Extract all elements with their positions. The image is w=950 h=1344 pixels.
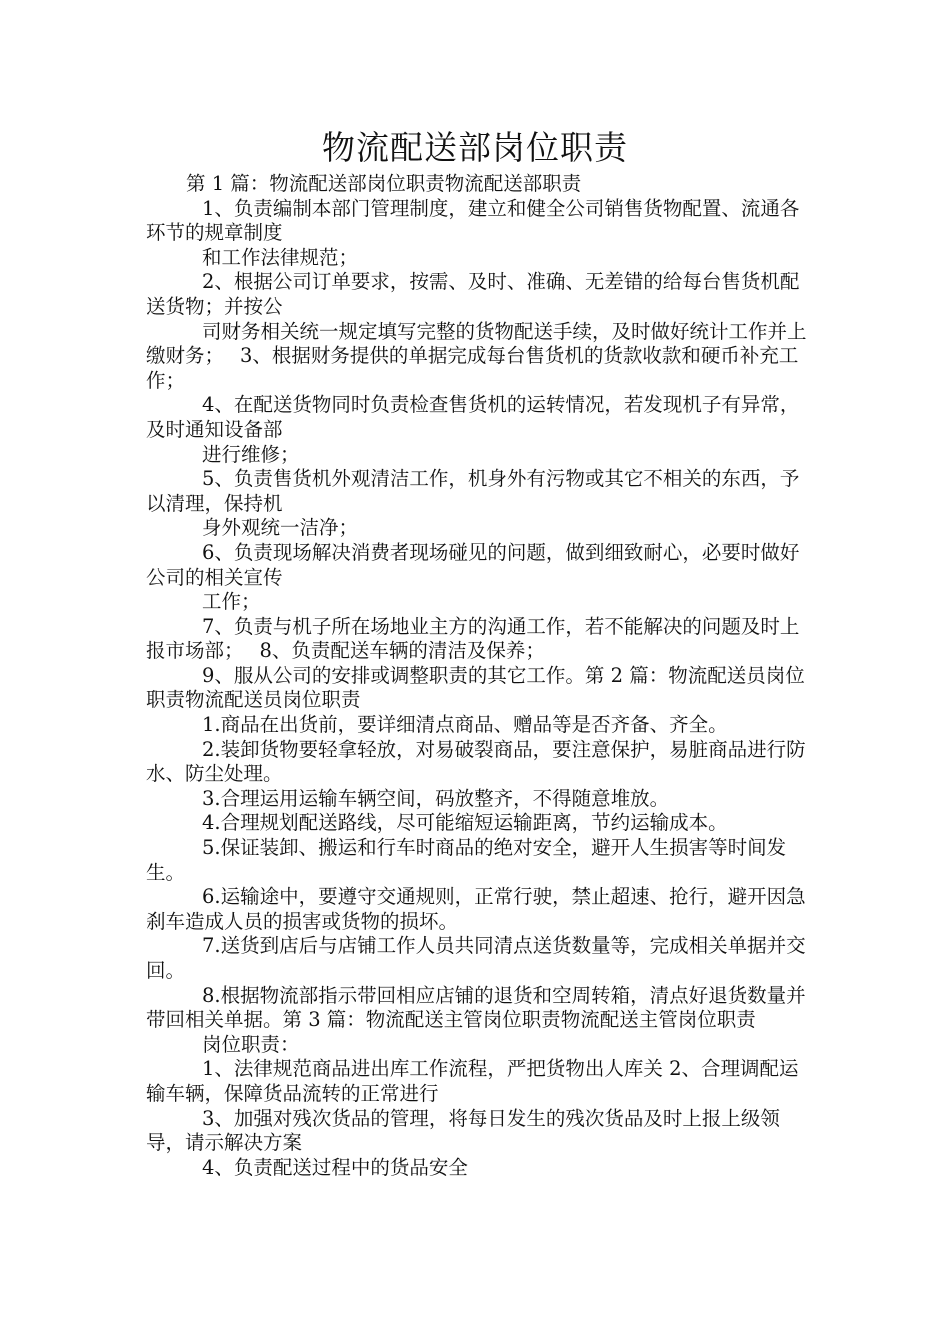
document-paragraph: 身外观统一洁净； [202,516,359,540]
document-paragraph: 7、负责与机子所在场地业主方的沟通工作，若不能解决的问题及时上报市场部； 8、负责配送车辆的清洁及保养； [146,614,800,663]
document-paragraph: 5、负责售货机外观清洁工作，机身外有污物或其它不相关的东西，予以清理，保持机 [146,467,800,515]
document-body [146,172,814,1180]
document-paragraph: 4、负责配送过程中的货品安全 [202,1155,468,1179]
document-paragraph: 5.保证装卸、搬运和行车时商品的绝对安全，避开人生损害等时间发生。 [146,836,787,884]
document-paragraph: 4.合理规划配送路线，尽可能缩短运输距离，节约运输成本。 [202,811,728,835]
document-paragraph: 进行维修； [202,442,300,466]
document-paragraph: 4、在配送货物同时负责检查售货机的运转情况，若发现机子有异常，及时通知设备部 [146,393,800,441]
document-paragraph: 6.运输途中，要遵守交通规则，正常行驶，禁止超速、抢行，避开因急刹车造成人员的损害或货物的损坏。 [146,885,806,933]
document-paragraph: 工作； [202,590,261,614]
document-paragraph: 2、根据公司订单要求，按需、及时、准确、无差错的给每台售货机配送货物；并按公 [146,270,800,318]
document-paragraph: 9、服从公司的安排或调整职责的其它工作。第 2 篇：物流配送员岗位职责物流配送员岗位职责 [146,663,805,712]
document-title: 物流配送部岗位职责 [322,128,628,167]
document-paragraph: 司财务相关统一规定填写完整的货物配送手续，及时做好统计工作并上缴财务； 3、根据财务提供的单据完成每台售货机的货款收款和硬币补充工作； [146,319,807,392]
document-paragraph: 6、负责现场解决消费者现场碰见的问题，做到细致耐心，必要时做好公司的相关宣传 [146,540,800,589]
document-paragraph: 3.合理运用运输车辆空间，码放整齐，不得随意堆放。 [202,786,670,810]
document-paragraph: 2.装卸货物要轻拿轻放，对易破裂商品，要注意保护，易脏商品进行防水、防尘处理。 [146,737,806,786]
document-paragraph: 和工作法律规范； [202,245,359,269]
document-paragraph: 8.根据物流部指示带回相应店铺的退货和空周转箱，清点好退货数量并带回相关单据。第 3 篇：物流配送主管岗位职责物流配送主管岗位职责 [146,983,806,1032]
document-paragraph: 1、法律规范商品进出库工作流程，严把货物出人库关 2、合理调配运输车辆，保障货品流转的正常进行 [146,1057,799,1105]
document-paragraph: 1.商品在出货前，要详细清点商品、赠品等是否齐备、齐全。 [202,713,728,737]
document-paragraph: 7.送货到店后与店铺工作人员共同清点送货数量等，完成相关单据并交回。 [146,934,806,982]
document-paragraph: 第 1 篇：物流配送部岗位职责物流配送部职责 [186,172,582,195]
document-paragraph: 岗位职责： [202,1032,300,1056]
document-paragraph: 1、负责编制本部门管理制度，建立和健全公司销售货物配置、流通各环节的规章制度 [146,196,800,245]
document-paragraph: 3、加强对残次货品的管理，将每日发生的残次货品及时上报上级领导，请示解决方案 [146,1106,780,1155]
